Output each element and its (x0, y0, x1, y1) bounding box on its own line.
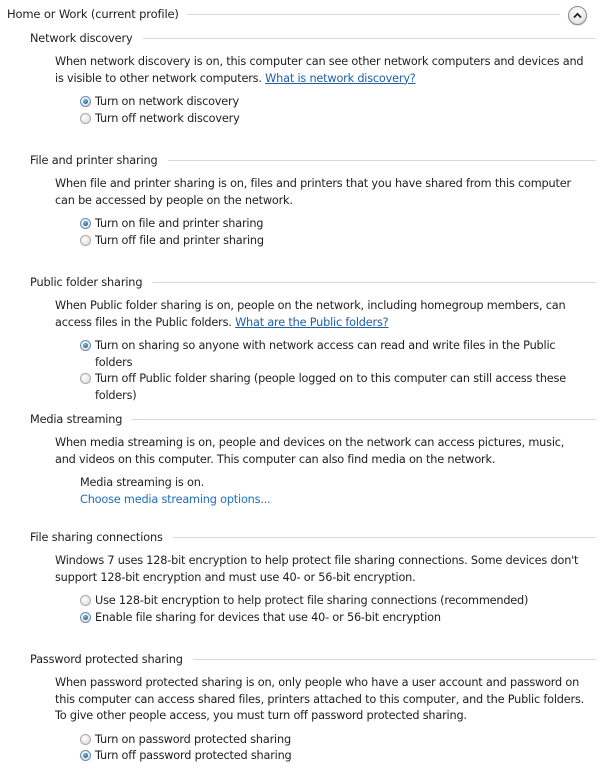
choose-media-streaming-options-link[interactable]: Choose media streaming options... (80, 492, 271, 506)
radio-label: Turn on network discovery (95, 95, 239, 108)
radio-turn-off-file-printer-sharing[interactable] (80, 233, 596, 250)
divider (173, 537, 596, 538)
radio-button[interactable] (80, 96, 91, 107)
radio-button[interactable] (80, 340, 91, 351)
divider (143, 38, 597, 39)
radio-turn-on-file-printer-sharing[interactable] (80, 216, 596, 233)
radio-turn-off-public-folder-sharing[interactable] (80, 371, 596, 404)
section-description (55, 298, 585, 331)
radio-label: Turn off network discovery (95, 111, 240, 125)
radio-button[interactable] (80, 235, 91, 246)
section-title: Public folder sharing (30, 275, 143, 289)
section-password-protected-sharing (30, 651, 596, 765)
section-description (55, 435, 585, 468)
radio-button[interactable] (80, 218, 91, 229)
radio-label: Turn off file and printer sharing (95, 233, 264, 247)
radio-use-128-bit-encryption[interactable] (80, 593, 596, 610)
radio-button[interactable] (80, 113, 91, 124)
section-file-sharing-connections (30, 529, 596, 626)
radio-button[interactable] (80, 595, 91, 606)
radio-button[interactable] (80, 373, 91, 384)
description-text: When media streaming is on, people and devices on the network can access pictures, music, and videos on this computer. This computer can also find media on the network. (55, 436, 565, 466)
collapse-profile-button[interactable] (568, 6, 587, 25)
divider (132, 419, 596, 420)
radio-group (80, 94, 596, 127)
section-public-folder-sharing (30, 274, 596, 404)
divider (152, 282, 596, 283)
radio-label: Enable file sharing for devices that use 40- or 56-bit encryption (95, 610, 441, 624)
radio-enable-40-56-bit-encryption[interactable] (80, 610, 596, 627)
radio-button[interactable] (80, 750, 91, 761)
radio-turn-on-password-protected-sharing[interactable] (80, 732, 596, 749)
radio-group (80, 593, 596, 626)
radio-button[interactable] (80, 612, 91, 623)
divider (187, 14, 560, 15)
section-file-printer-sharing (30, 152, 596, 249)
section-title: File sharing connections (30, 530, 163, 544)
radio-turn-off-network-discovery[interactable] (80, 111, 596, 128)
media-streaming-status: Media streaming is on. (80, 476, 205, 489)
section-description (55, 176, 585, 209)
radio-group (80, 732, 596, 765)
divider (168, 160, 596, 161)
radio-label: Use 128-bit encryption to help protect file sharing connections (recommended) (95, 594, 529, 607)
section-description (55, 675, 585, 725)
what-are-public-folders-link[interactable]: What are the Public folders? (235, 315, 389, 329)
what-is-network-discovery-link[interactable]: What is network discovery? (265, 71, 416, 85)
section-title: Network discovery (30, 31, 133, 45)
description-text: Windows 7 uses 128-bit encryption to help protect file sharing connections. Some devices don't support 128-bit encryption and must use 40- or 56-bit encryption. (55, 554, 579, 584)
section-title: Password protected sharing (30, 652, 183, 666)
radio-turn-on-public-folder-sharing[interactable] (80, 338, 596, 371)
radio-label: Turn on password protected sharing (95, 732, 291, 746)
profile-header (7, 4, 587, 24)
section-description (55, 553, 585, 586)
section-title: File and printer sharing (30, 153, 158, 167)
radio-group (80, 216, 596, 249)
section-network-discovery (30, 30, 596, 127)
media-status-block (80, 475, 596, 508)
description-text: When password protected sharing is on, only people who have a user account and password on this computer can access shared files, printers attached to this computer, and the Public folders. To give other people access, you must turn off password protected sharing. (55, 676, 585, 722)
radio-label: Turn off password protected sharing (95, 749, 292, 762)
radio-label: Turn on file and printer sharing (95, 217, 264, 230)
divider (193, 659, 596, 660)
section-title: Media streaming (30, 412, 123, 426)
description-text: When file and printer sharing is on, files and printers that you have shared from this computer can be accessed by people on the network. (55, 177, 571, 207)
radio-group (80, 338, 596, 404)
radio-button[interactable] (80, 734, 91, 745)
description-text: When network discovery is on, this computer can see other network computers and devices and is visible to other network computers. (55, 55, 584, 85)
section-media-streaming (30, 411, 596, 508)
radio-label: Turn off Public folder sharing (people logged on to this computer can still access these folders) (95, 372, 566, 402)
radio-label: Turn on sharing so anyone with network access can read and write files in the Public folders (95, 339, 556, 369)
chevron-up-icon (573, 12, 582, 19)
description-text: When Public folder sharing is on, people on the network, including homegroup members, can access files in the Public folders. (55, 299, 566, 329)
section-description (55, 54, 585, 87)
profile-title: Home or Work (current profile) (7, 7, 179, 21)
radio-turn-off-password-protected-sharing[interactable] (80, 748, 596, 765)
radio-turn-on-network-discovery[interactable] (80, 94, 596, 111)
